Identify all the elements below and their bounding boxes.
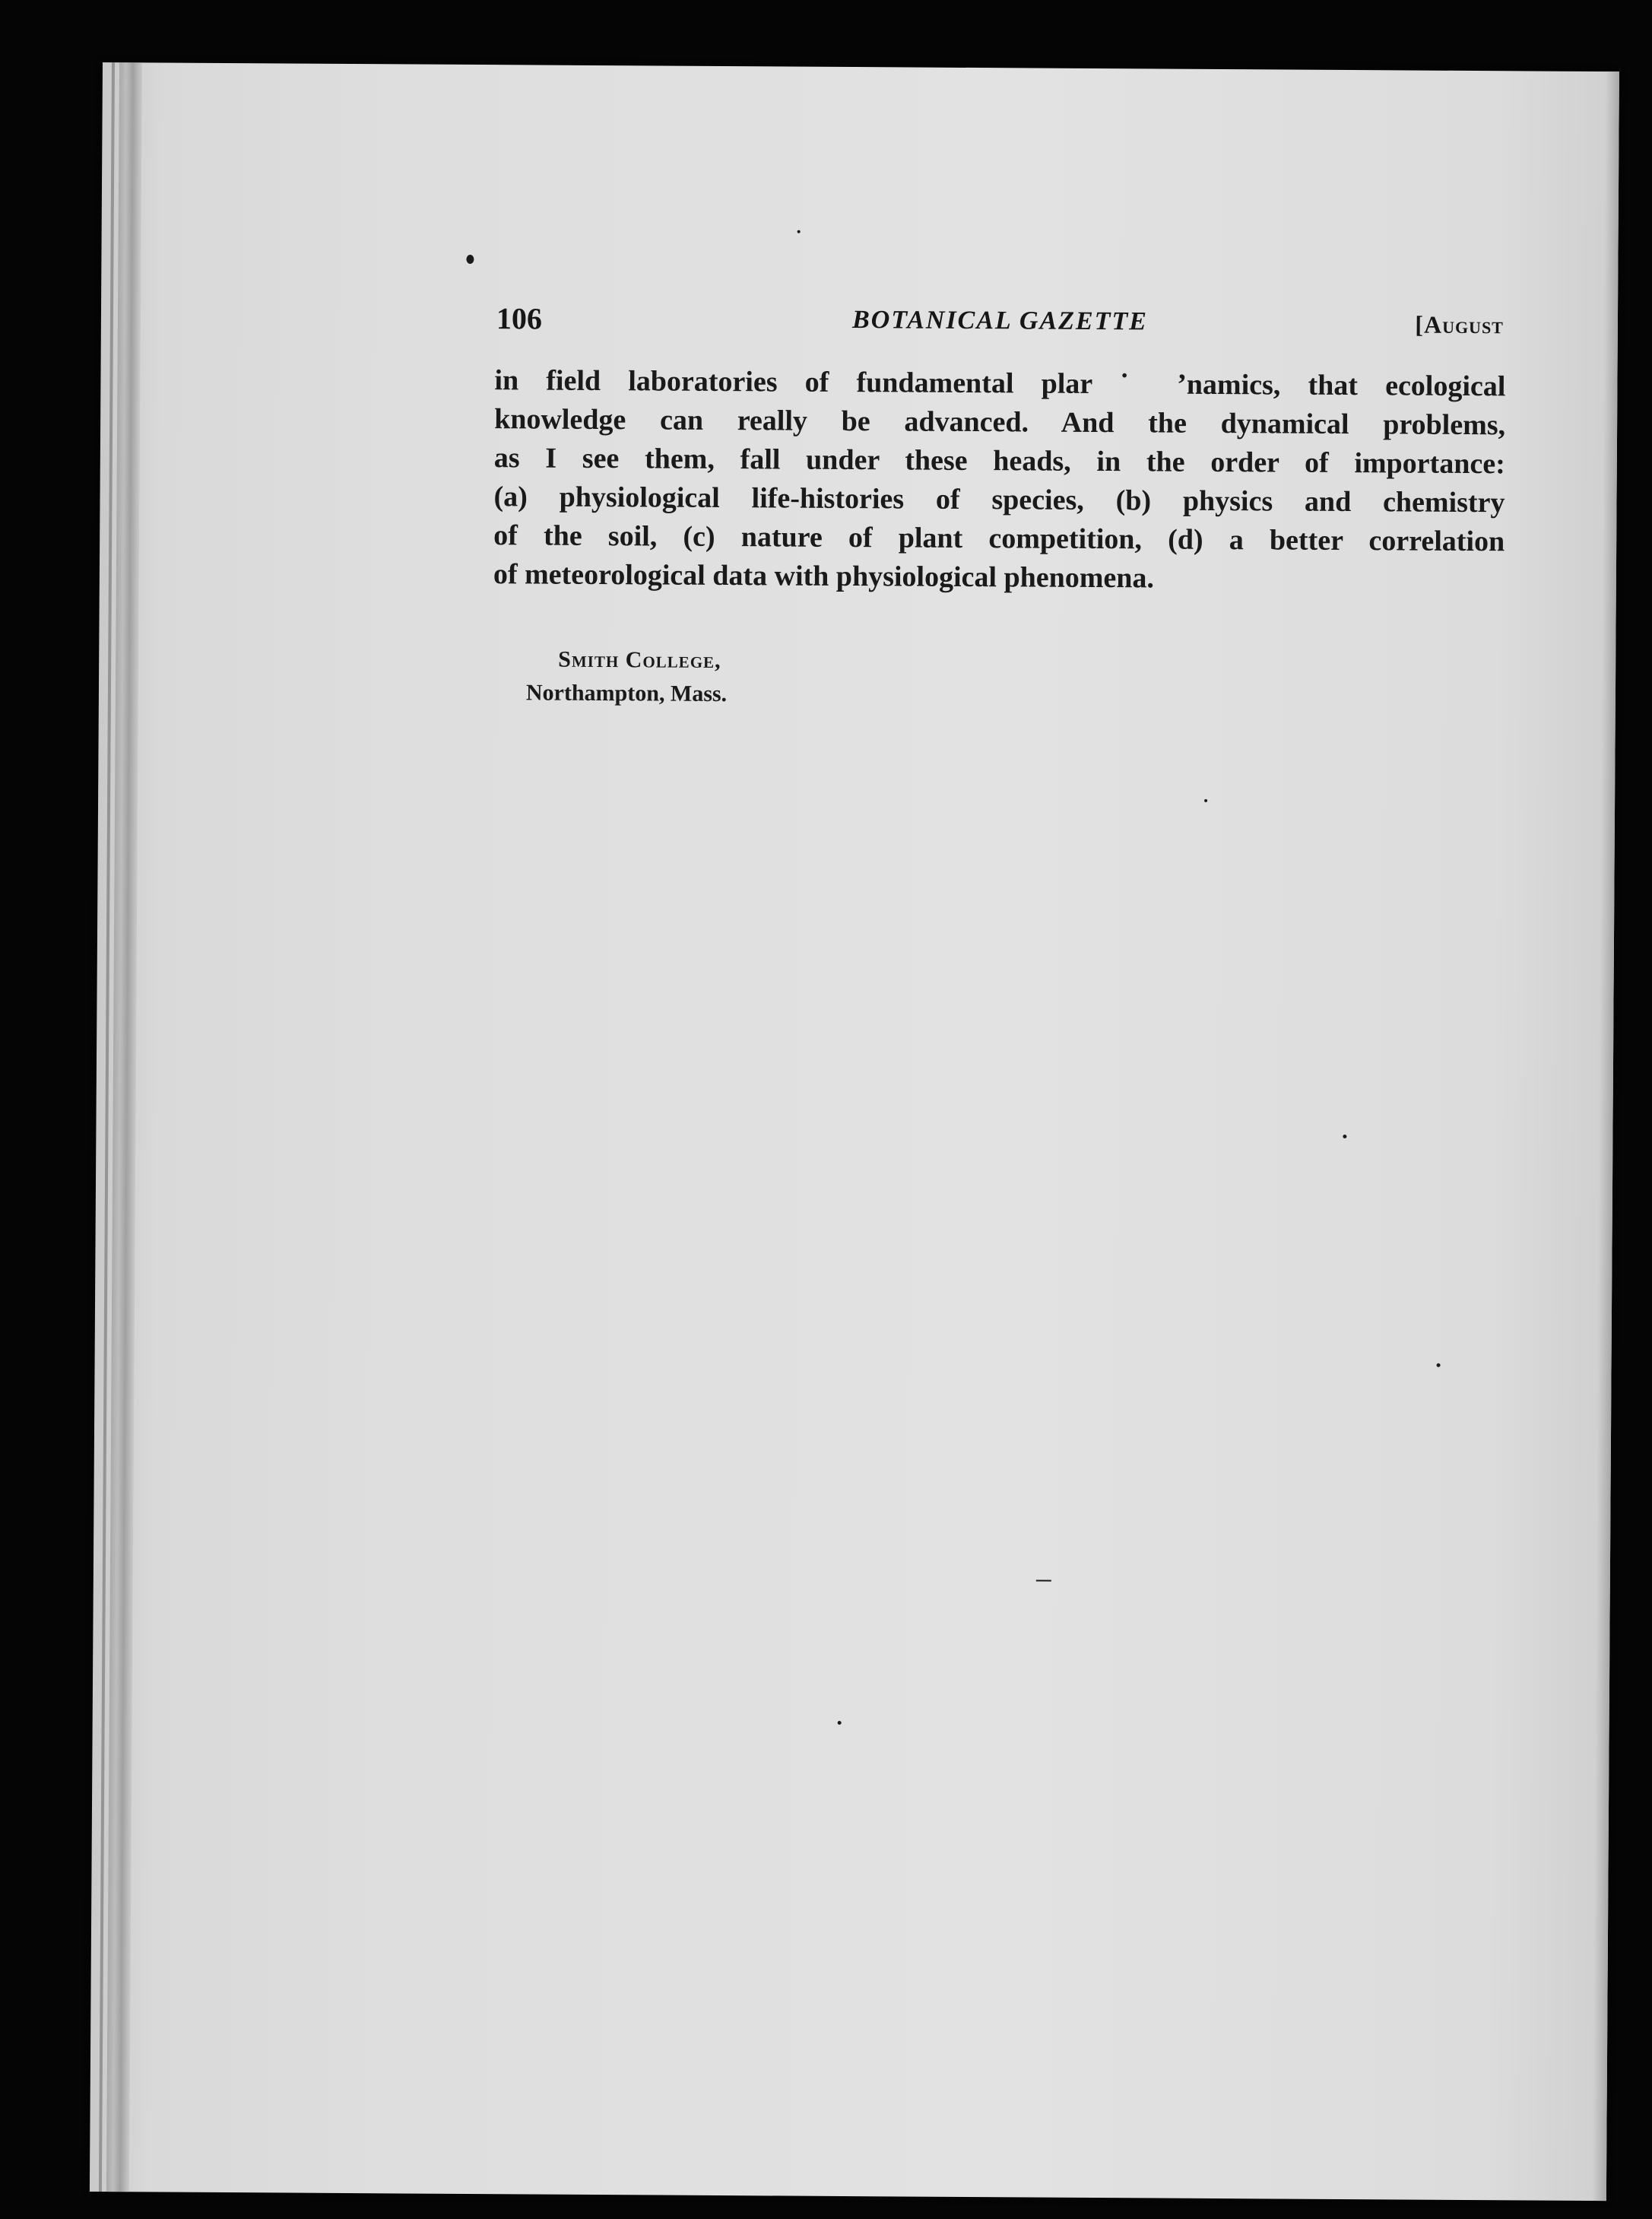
dust-speck: [466, 255, 474, 264]
body-line-2: knowledge can really be advanced. And the dynamical problems,: [494, 403, 1506, 442]
body-line-4: (a) physiological life-histories of species, (b) physics and chemistry: [493, 481, 1505, 519]
book-page: [90, 62, 1619, 2201]
dust-speck: [797, 230, 801, 233]
dust-speck: [1437, 1363, 1441, 1367]
dust-speck: [1036, 1580, 1051, 1582]
issue-month: [August: [1415, 310, 1505, 339]
dust-speck: [838, 1721, 842, 1725]
dust-speck: [1343, 1135, 1346, 1138]
dust-speck: [1204, 799, 1207, 802]
body-line-1: in field laboratories of fundamental plar ˙ ʼnamics, that ecological: [494, 364, 1506, 403]
body-paragraph: [493, 361, 1506, 600]
page-right-edge: [1593, 71, 1619, 2201]
signature-institution: Smith College,: [558, 646, 721, 673]
body-line-6: of meteorological data with physiological phenomena.: [493, 558, 1155, 595]
body-line-3: as I see them, fall under these heads, in the order of importance:: [493, 442, 1505, 481]
page-number: 106: [496, 301, 543, 336]
body-line-5: of the soil, (c) nature of plant competition, (d) a better correlation: [493, 519, 1505, 558]
signature-location: Northampton, Mass.: [525, 680, 728, 707]
running-head: [496, 300, 1504, 352]
journal-title: BOTANICAL GAZETTE: [851, 306, 1148, 336]
signature-block: [525, 643, 728, 712]
